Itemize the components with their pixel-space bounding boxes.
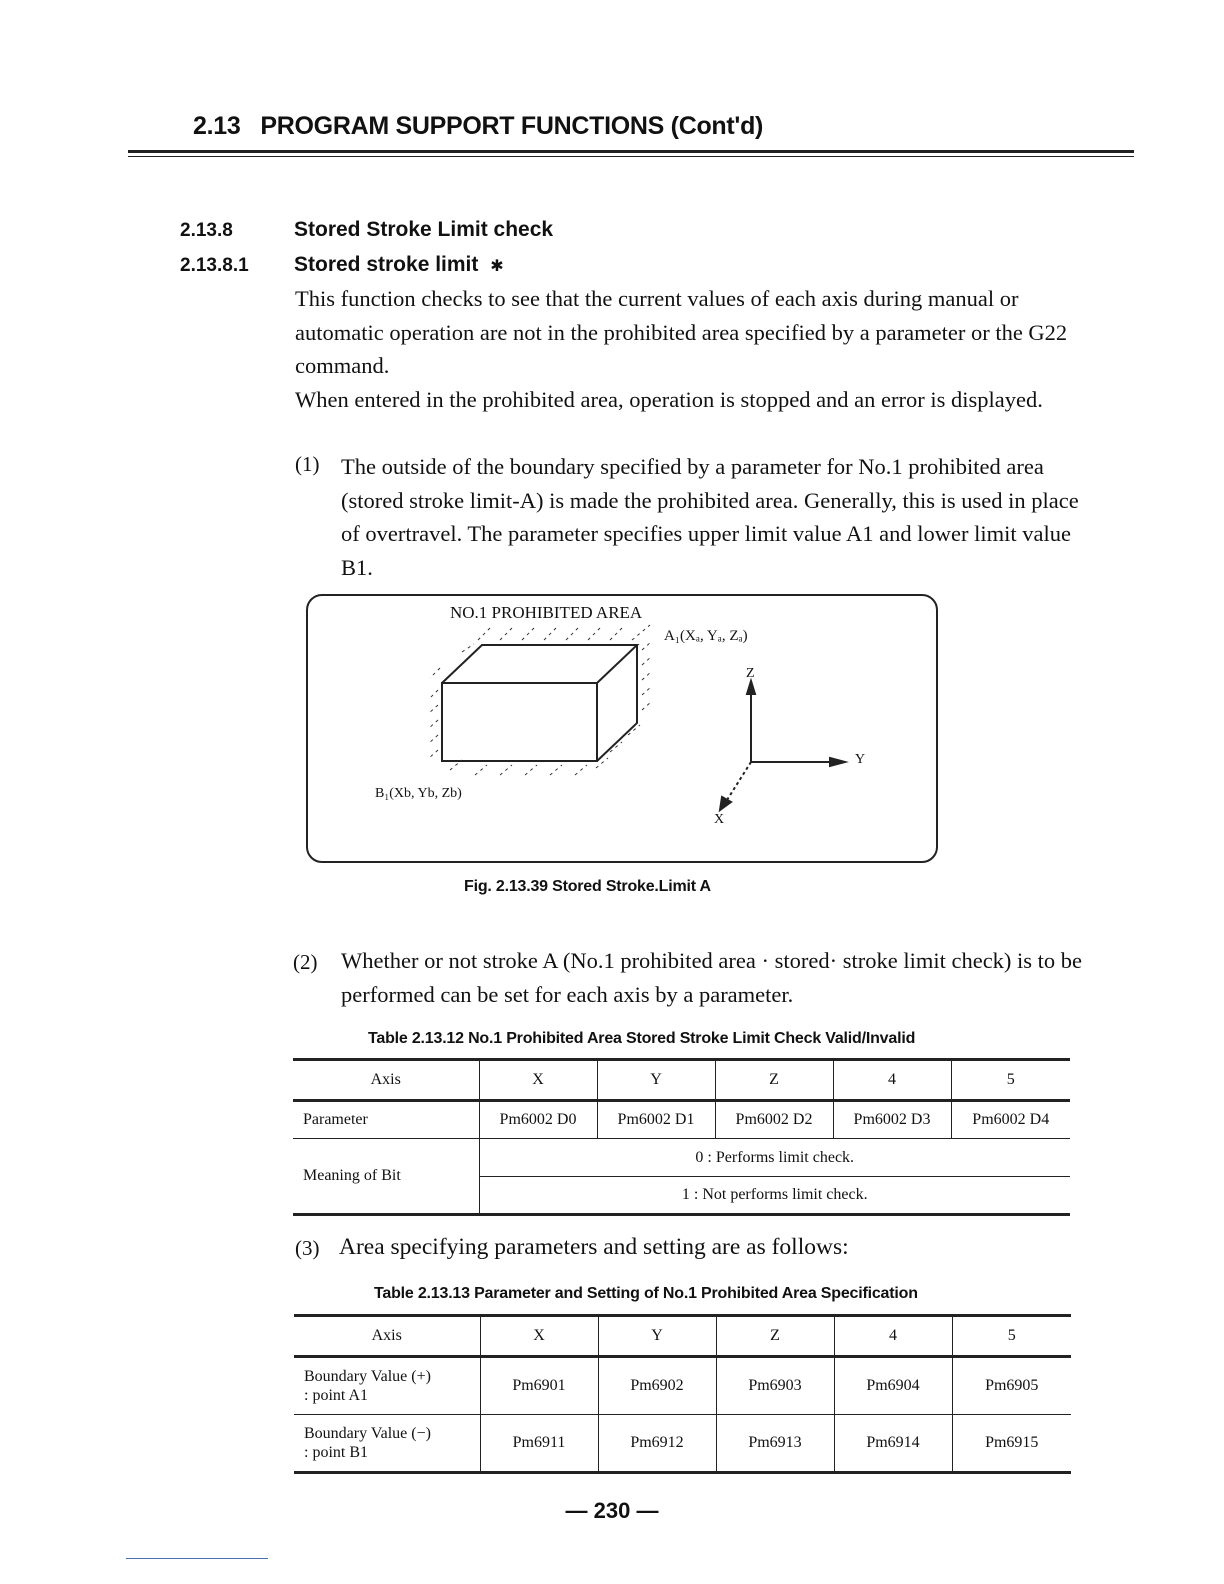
table1-header-row xyxy=(293,1060,1070,1101)
axis-label-x: X xyxy=(714,812,725,827)
header-title: PROGRAM SUPPORT FUNCTIONS (Cont'd) xyxy=(260,112,764,140)
item-text-1: The outside of the boundary specified by a parameter for No.1 prohibited area (stored stroke limit-A) is made the prohibited area. Generally, this is used in place of overtravel. The parameter specifies upper limit value A1 and lower limit value B1. xyxy=(341,454,1079,580)
table1-cell: Pm6002 D4 xyxy=(951,1101,1070,1139)
axis-label-z: Z xyxy=(746,666,755,681)
item-number-2: (2) xyxy=(293,950,318,974)
table2-cell: Pm6901 xyxy=(480,1357,598,1415)
table2-row-a1 xyxy=(294,1357,1071,1415)
subsection-title-text: Stored stroke limit xyxy=(294,253,479,276)
z-axis-arrow xyxy=(747,681,755,694)
figure-label-b1: B₁(Xb, Yb, Zb) xyxy=(375,786,462,801)
table2-cell: Pm6903 xyxy=(716,1357,834,1415)
table1-header-cell: X xyxy=(479,1060,597,1101)
asterisk-mark: ✱ xyxy=(490,258,504,275)
table2-header-cell: Axis xyxy=(294,1316,480,1357)
table2-row-b1 xyxy=(294,1415,1071,1473)
intro-paragraph-1: This function checks to see that the current values of each axis during manual or automatic operation are not in the prohibited area specified by a parameter or the G22 command. xyxy=(295,286,1068,378)
subsection-number: 2.13.8.1 xyxy=(180,255,249,276)
box-front-face xyxy=(442,683,597,761)
table2-cell: Pm6905 xyxy=(952,1357,1071,1415)
y-axis-arrow xyxy=(830,758,845,766)
table2-header-cell: 4 xyxy=(834,1316,952,1357)
figure-caption: Fig. 2.13.39 Stored Stroke.Limit A xyxy=(464,878,711,895)
table1-cell: Pm6002 D1 xyxy=(597,1101,715,1139)
table2-row-label-line2: : point B1 xyxy=(304,1444,369,1461)
item-number-3: (3) xyxy=(295,1236,320,1260)
table2-header-cell: Z xyxy=(716,1316,834,1357)
table2-cell: Pm6913 xyxy=(716,1415,834,1473)
x-axis-arrow xyxy=(720,797,731,810)
table1-header-cell: Y xyxy=(597,1060,715,1101)
table1-header-cell: Z xyxy=(715,1060,833,1101)
table1 xyxy=(293,1058,1070,1216)
footer-line xyxy=(126,1558,268,1559)
item-text-3: Area specifying parameters and setting are as follows: xyxy=(339,1234,849,1260)
header-section-number: 2.13 xyxy=(193,112,241,140)
section-number: 2.13.8 xyxy=(180,220,233,241)
table1-header-cell: 4 xyxy=(833,1060,951,1101)
table2-header-cell: Y xyxy=(598,1316,716,1357)
hatching xyxy=(428,625,652,775)
page-number: — 230 — xyxy=(565,1498,659,1523)
table2-cell: Pm6912 xyxy=(598,1415,716,1473)
table1-parameter-row xyxy=(293,1101,1070,1139)
section-title: Stored Stroke Limit check xyxy=(294,218,554,241)
figure-label-a1: A₁(Xₐ, Yₐ, Zₐ) xyxy=(664,628,748,644)
table1-meaning-0: 0 : Performs limit check. xyxy=(479,1139,1070,1177)
table1-meaning-1: 1 : Not performs limit check. xyxy=(479,1177,1070,1215)
box-side-face xyxy=(597,645,637,761)
table1-header-cell: 5 xyxy=(951,1060,1070,1101)
table2-row-label-line1: Boundary Value (+) xyxy=(304,1368,431,1385)
table2-header-cell: 5 xyxy=(952,1316,1071,1357)
item-text-2: Whether or not stroke A (No.1 prohibited area · stored· stroke limit check) is to be performed can be set for each axis by a parameter. xyxy=(341,948,1083,1007)
table1-header-cell: Axis xyxy=(293,1060,479,1101)
item-number-1: (1) xyxy=(295,452,320,476)
table1-row-label: Meaning of Bit xyxy=(293,1139,479,1215)
table2-header-row xyxy=(294,1316,1071,1357)
table1-caption: Table 2.13.12 No.1 Prohibited Area Stored Stroke Limit Check Valid/Invalid xyxy=(368,1030,916,1047)
axis-label-y: Y xyxy=(855,752,866,767)
table2-cell: Pm6915 xyxy=(952,1415,1071,1473)
table2-row-label xyxy=(294,1415,480,1473)
intro-paragraph-2: When entered in the prohibited area, operation is stopped and an error is displayed. xyxy=(295,387,1043,412)
table1-row-label: Parameter xyxy=(293,1101,479,1139)
x-axis-line xyxy=(727,762,751,800)
table1-meaning-row-1 xyxy=(293,1139,1070,1177)
table2-row-label-line2: : point A1 xyxy=(304,1387,369,1404)
table1-cell: Pm6002 D0 xyxy=(479,1101,597,1139)
table2-cell: Pm6904 xyxy=(834,1357,952,1415)
table2-row-label-line1: Boundary Value (−) xyxy=(304,1425,431,1442)
figure-label-area: NO.1 PROHIBITED AREA xyxy=(450,603,643,622)
table2-caption: Table 2.13.13 Parameter and Setting of No.1 Prohibited Area Specification xyxy=(374,1285,918,1302)
table2-cell: Pm6902 xyxy=(598,1357,716,1415)
table1-cell: Pm6002 D2 xyxy=(715,1101,833,1139)
table1-cell: Pm6002 D3 xyxy=(833,1101,951,1139)
table2-header-cell: X xyxy=(480,1316,598,1357)
axes xyxy=(720,681,845,810)
table2 xyxy=(294,1314,1071,1474)
table2-row-label xyxy=(294,1357,480,1415)
table2-cell: Pm6911 xyxy=(480,1415,598,1473)
box-top-face xyxy=(442,645,637,683)
table2-cell: Pm6914 xyxy=(834,1415,952,1473)
